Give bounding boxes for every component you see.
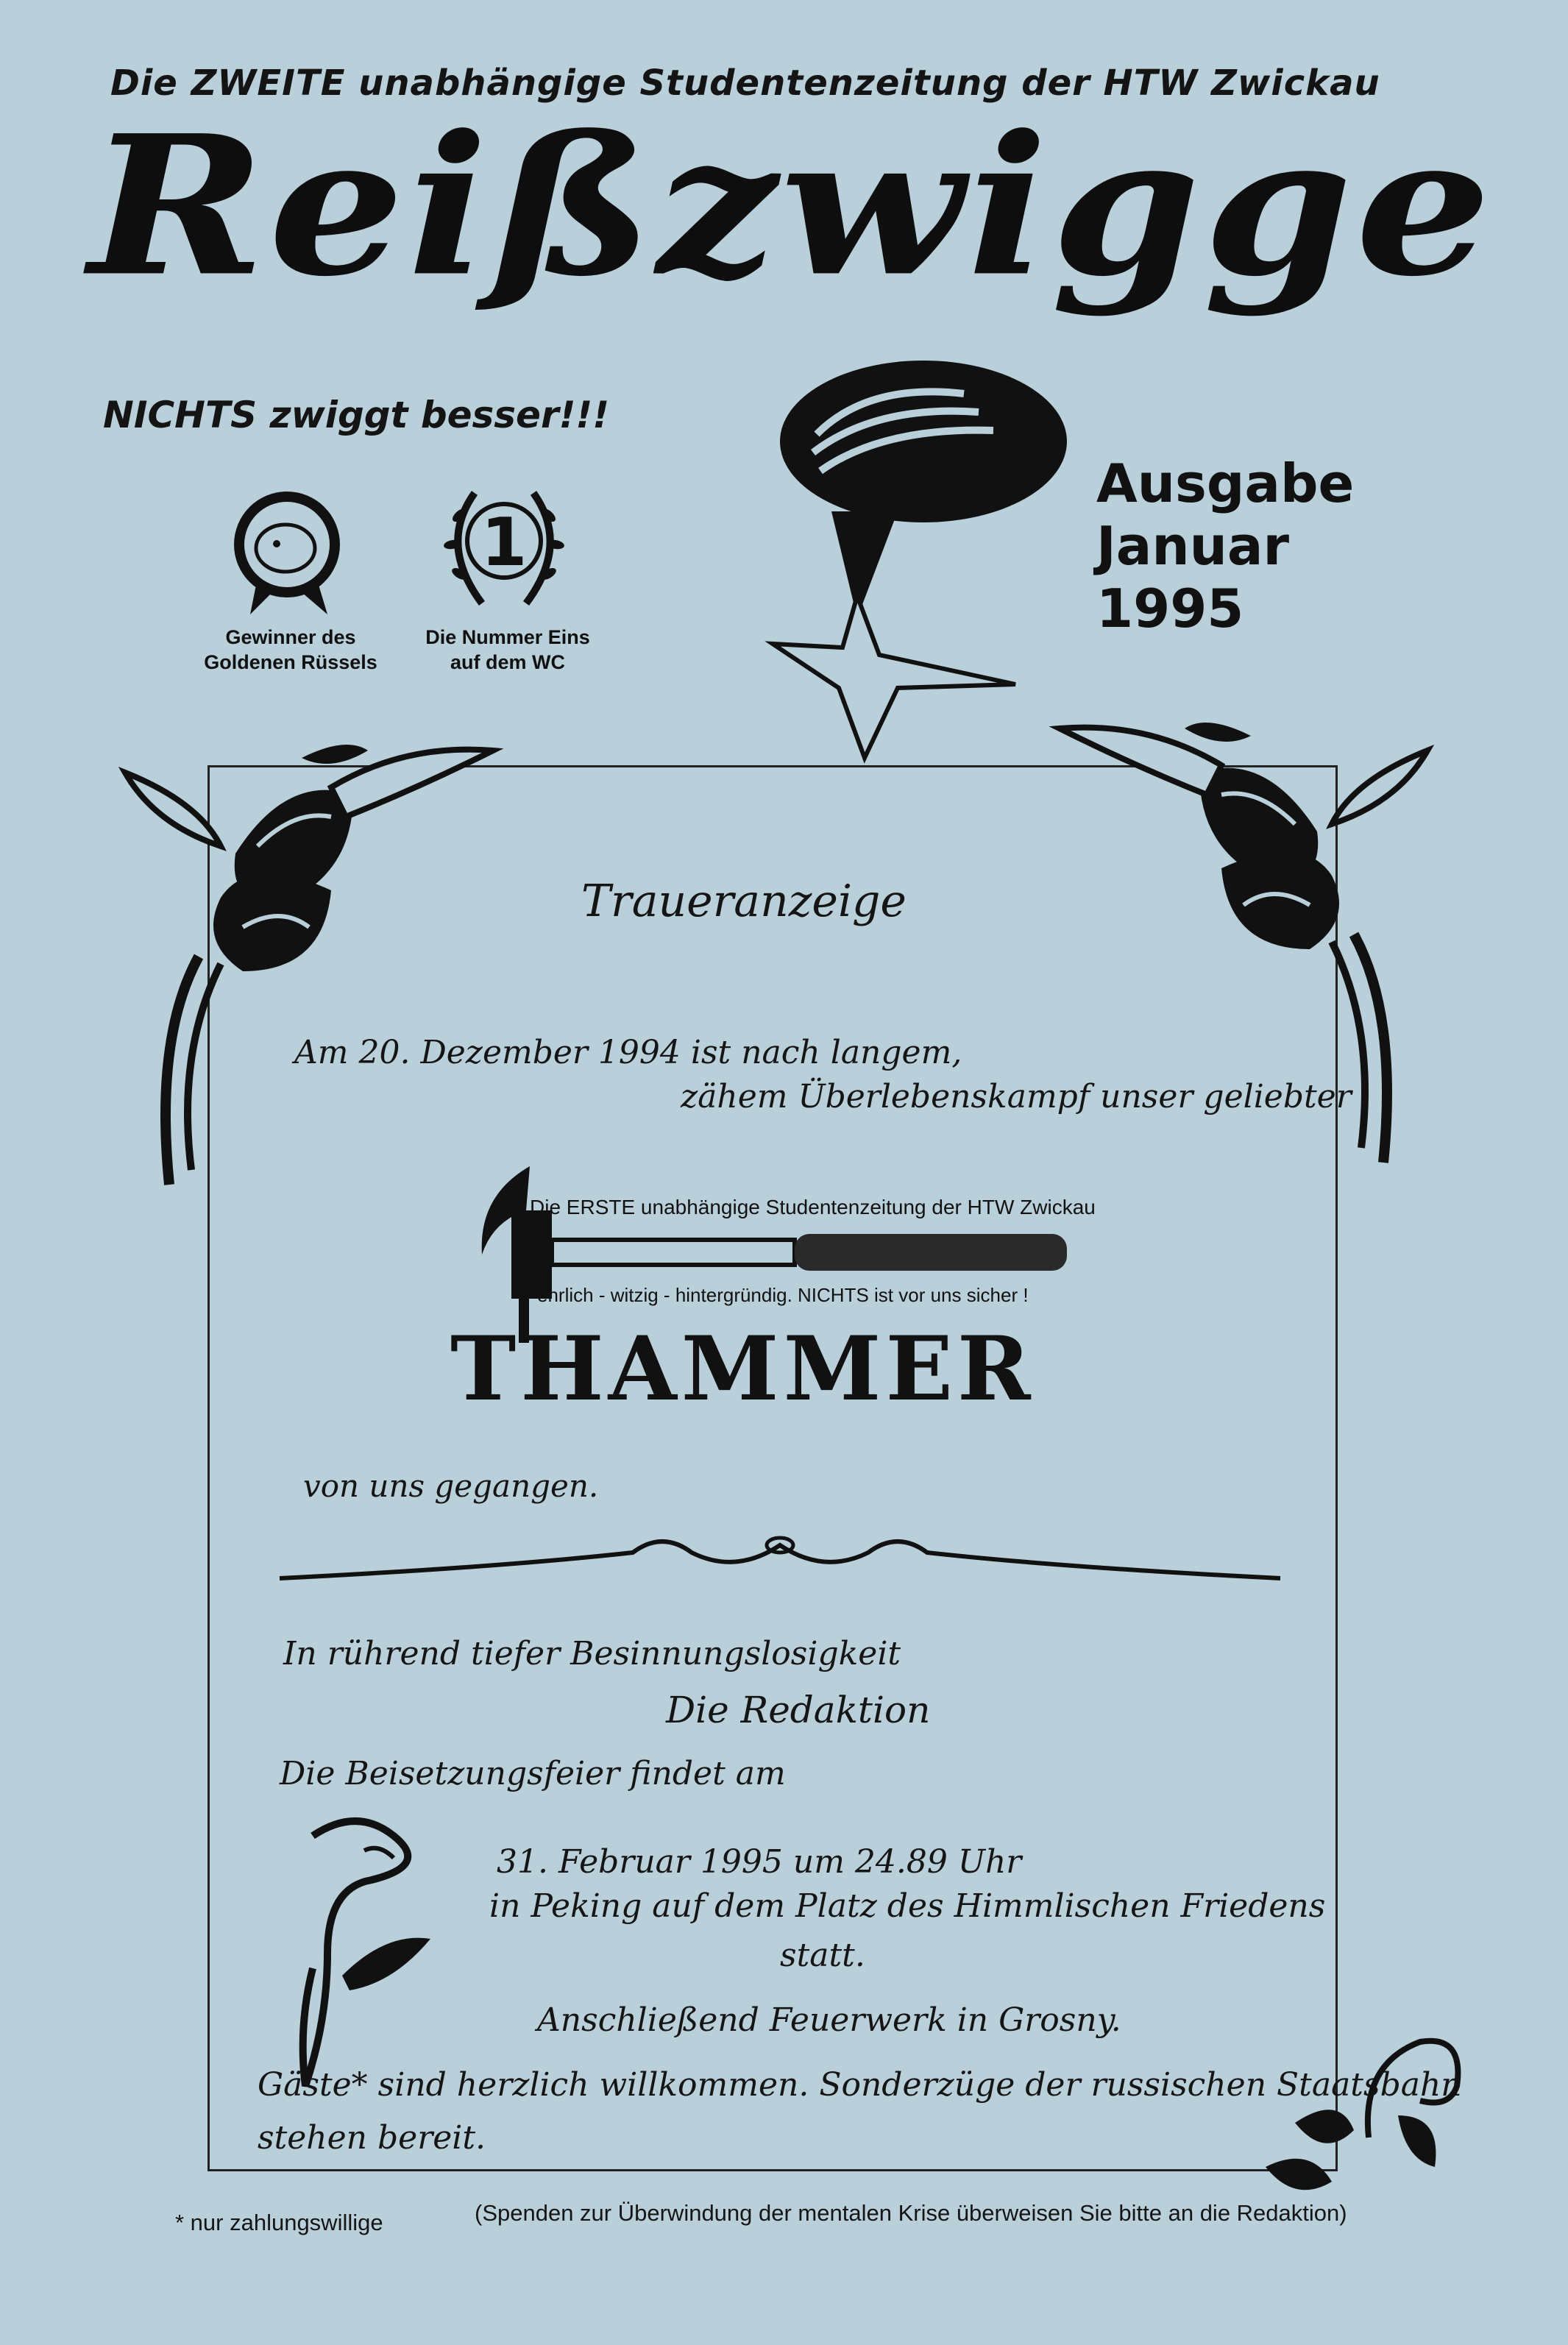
number-one-laurel-icon xyxy=(430,478,578,618)
hammer-tagline: Die ERSTE unabhängige Studentenzeitung der HTW Zwickau xyxy=(530,1196,1096,1218)
issue-month: Januar xyxy=(1096,514,1289,577)
guests-line-1: Gäste* sind herzlich willkommen. Sonderzüge der russischen Staatsbahn xyxy=(258,2066,1462,2104)
footnote: * nur zahlungswillige xyxy=(175,2210,383,2235)
ceremony-date: 31. Februar 1995 um 24.89 Uhr xyxy=(497,1843,1022,1881)
golden-trunk-seal-icon xyxy=(228,489,346,618)
ceremony-place: in Peking auf dem Platz des Himmlischen Friedens xyxy=(489,1887,1326,1925)
notice-departed: von uns gegangen. xyxy=(303,1468,599,1504)
masthead-title: Reißzwigge xyxy=(88,93,1494,319)
issue-label: Ausgabe xyxy=(1096,453,1355,514)
mourners: Die Redaktion xyxy=(666,1689,931,1731)
notice-intro-2: zähem Überlebenskampf unser geliebter xyxy=(681,1078,1352,1115)
thumbtack-star-icon xyxy=(758,353,1067,765)
tagline: Die ZWEITE unabhängige Studentenzeitung der HTW Zwickau xyxy=(110,63,1380,104)
leaf-ornament-icon xyxy=(1251,2020,1472,2211)
award-caption-2: Die Nummer Eins auf dem WC xyxy=(425,626,590,673)
slogan: NICHTS zwiggt besser!!! xyxy=(103,394,610,436)
mourners-line: In rührend tiefer Besinnungslosigkeit xyxy=(283,1635,901,1672)
fireworks: Anschließend Feuerwerk in Grosny. xyxy=(537,2001,1121,2039)
ceremony-intro: Die Beisetzungsfeier findet am xyxy=(280,1755,786,1792)
award-badge-number: 1 xyxy=(480,504,528,581)
donation-note: (Spenden zur Überwindung der mentalen Krise überweisen Sie bitte an die Redaktion) xyxy=(475,2200,1347,2226)
guests-line-2: stehen bereit. xyxy=(258,2119,486,2157)
swirl-ornament-icon xyxy=(283,1806,453,2101)
notice-intro-1: Am 20. Dezember 1994 ist nach langem, xyxy=(294,1034,962,1071)
ceremony-end: statt. xyxy=(780,1937,865,1974)
flower-left-icon xyxy=(110,728,522,1199)
issue-date xyxy=(1096,453,1361,640)
award-caption-1: Gewinner des Goldenen Rüssels xyxy=(204,626,377,673)
hammer-motto: ehrlich - witzig - hintergründig. NICHTS ist vor uns sicher ! xyxy=(537,1284,1029,1306)
issue-year: 1995 xyxy=(1096,577,1244,639)
hammer-name: THAMMER xyxy=(450,1317,1035,1421)
notice-heading: Traueranzeige xyxy=(581,876,907,927)
flourish-divider xyxy=(280,1523,1280,1582)
